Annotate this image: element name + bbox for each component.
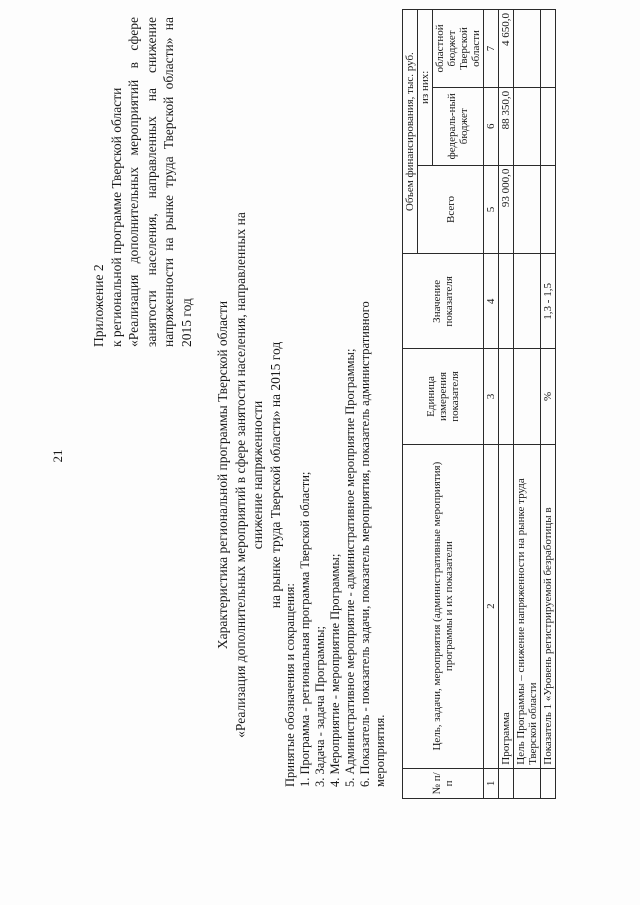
row-total xyxy=(514,165,541,254)
row-num xyxy=(541,768,556,798)
table-header-row xyxy=(403,10,418,799)
header-goal: Цель, задачи, мероприятия (административные мероприятия) программы и их показатели xyxy=(403,444,484,768)
legend-heading: Принятые обозначения и сокращения: xyxy=(283,583,297,787)
program-table xyxy=(402,9,556,799)
appendix-line: к региональной программе Тверской области xyxy=(108,87,124,347)
title-line: «Реализация дополнительных мероприятий в сфере занятости населения, направленных на снижение напряженности xyxy=(232,212,265,738)
row-name: Программа xyxy=(499,444,514,768)
legend-item: 1. Программа - региональная программа Тверской области; xyxy=(298,471,312,787)
row-name: Показатель 1 «Уровень регистрируемой безработицы в xyxy=(541,444,556,768)
legend-item: 4. Мероприятие - мероприятие Программы; xyxy=(328,553,342,787)
row-federal xyxy=(541,87,556,165)
col-number: 5 xyxy=(484,165,499,254)
legend-item: 6. Показатель - показатель задачи, показатель мероприятия, показатель административного мероприятия. xyxy=(358,301,387,787)
table-row xyxy=(514,10,541,799)
legend-item: 3. Задача - задача Программы; xyxy=(313,626,327,787)
column-number-row xyxy=(484,10,499,799)
row-num xyxy=(514,768,541,798)
row-federal: 88 350,0 xyxy=(499,87,514,165)
page-number: 21 xyxy=(50,449,65,463)
row-value xyxy=(514,254,541,349)
col-number: 3 xyxy=(484,349,499,444)
table-row xyxy=(499,10,514,799)
row-regional xyxy=(514,10,541,88)
legend-item: 5. Административное мероприятие - административное мероприятие Программы; xyxy=(343,348,357,787)
row-value: 1,3 - 1,5 xyxy=(541,254,556,349)
row-name: Цель Программы – снижение напряженности на рынке труда Тверской области xyxy=(514,444,541,768)
header-federal: федераль-ный бюджет xyxy=(433,87,484,165)
appendix-line: «Реализация дополнительных мероприятий в сфере занятости населения, направленных на снижение напряженности на рынке труда Тверской области» на 2015 год xyxy=(126,17,194,347)
appendix-line: Приложение 2 xyxy=(91,264,106,347)
row-unit: % xyxy=(541,349,556,444)
row-regional xyxy=(541,10,556,88)
document-title xyxy=(214,195,284,755)
col-number: 1 xyxy=(484,768,499,798)
row-unit xyxy=(499,349,514,444)
title-line: Характеристика региональной программы Тверской области xyxy=(215,300,230,650)
row-federal xyxy=(514,87,541,165)
table-row xyxy=(541,10,556,799)
row-value xyxy=(499,254,514,349)
header-value: Значение показателя xyxy=(403,254,484,349)
row-num xyxy=(499,768,514,798)
appendix-header xyxy=(90,17,195,347)
row-total xyxy=(541,165,556,254)
header-num: № п/п xyxy=(403,768,484,798)
col-number: 7 xyxy=(484,10,499,88)
col-number: 6 xyxy=(484,87,499,165)
col-number: 4 xyxy=(484,254,499,349)
header-unit: Единица измерения показателя xyxy=(403,349,484,444)
row-regional: 4 650,0 xyxy=(499,10,514,88)
col-number: 2 xyxy=(484,444,499,768)
header-of-which: из них: xyxy=(418,10,433,166)
header-total: Всего xyxy=(418,165,484,254)
row-total: 93 000,0 xyxy=(499,165,514,254)
header-regional: областной бюджет Тверской области xyxy=(433,10,484,88)
header-funding: Объем финансирования, тыс. руб. xyxy=(403,10,418,254)
title-line: на рынке труда Тверской области» на 2015 год xyxy=(267,341,283,609)
abbreviations-legend xyxy=(283,227,388,787)
row-unit xyxy=(514,349,541,444)
